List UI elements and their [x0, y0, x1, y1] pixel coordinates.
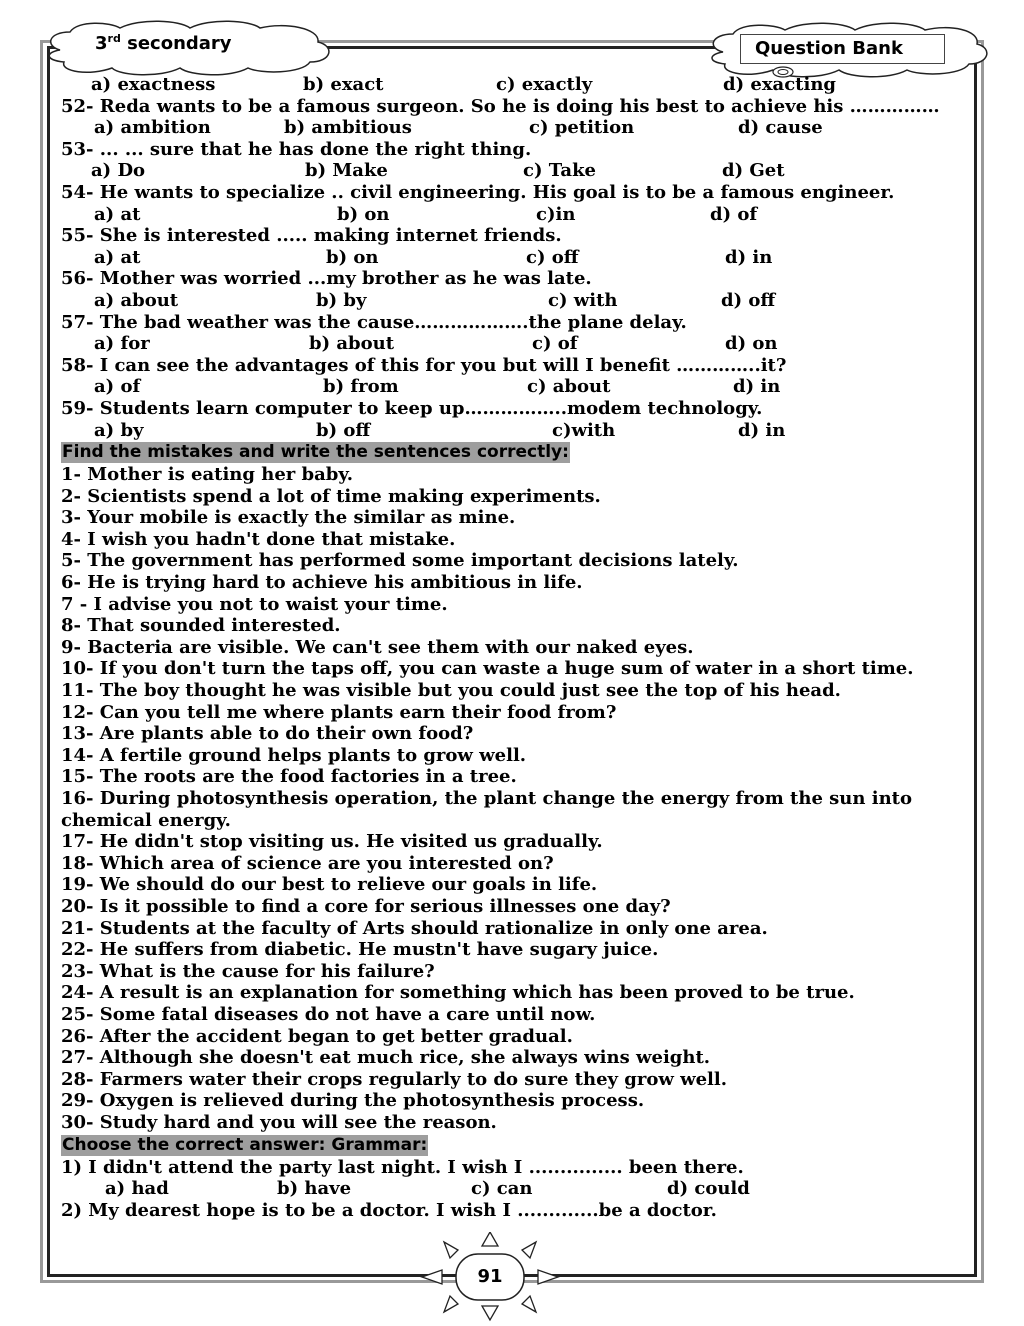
mistake-item: 25- Some fatal diseases do not have a care until now.: [61, 1003, 596, 1025]
option: d) cause: [738, 117, 823, 139]
option: d) exacting: [723, 74, 837, 95]
mistake-item: 30- Study hard and you will see the reason.: [61, 1111, 497, 1133]
option: b) ambitious: [284, 117, 412, 139]
option: b) on: [326, 246, 379, 268]
option: c) about: [527, 376, 611, 398]
option: c)with: [552, 419, 616, 441]
mistake-item: 1- Mother is eating her baby.: [61, 464, 354, 486]
mcq-options-51: [61, 74, 961, 96]
mcq-question-54: 54- He wants to specialize .. civil engineering. His goal is to be a famous engineer.: [61, 181, 895, 203]
mcq-options-53: [61, 160, 961, 182]
option: d) Get: [722, 160, 785, 182]
grammar-options-1: [61, 1178, 961, 1200]
option: c) can: [471, 1178, 533, 1200]
mcq-question-58: 58- I can see the advantages of this for you but will I benefit …………..it?: [61, 354, 787, 376]
page-number: 91: [477, 1266, 503, 1287]
mistake-item: 27- Although she doesn't eat much rice, she always wins weight.: [61, 1047, 711, 1069]
option: b) Make: [305, 160, 388, 182]
option: a) ambition: [94, 117, 211, 139]
option: a) for: [94, 333, 150, 355]
option: d) could: [667, 1178, 750, 1200]
option: a) by: [94, 419, 144, 441]
option: c) petition: [529, 117, 635, 139]
mistakes-heading: Find the mistakes and write the sentences correctly:: [62, 442, 569, 463]
mistake-item: 8- That sounded interested.: [61, 615, 341, 637]
mistakes-list: [61, 464, 961, 1133]
mcq-options-55: [61, 247, 961, 269]
mistake-item: 15- The roots are the food factories in a tree.: [61, 766, 517, 788]
option: b) from: [323, 376, 399, 398]
mistake-item: 23- What is the cause for his failure?: [61, 960, 435, 982]
mcq-options-56: [61, 290, 961, 312]
mistake-item: 11- The boy thought he was visible but you could just see the top of his head.: [61, 680, 841, 702]
grammar-question-2: 2) My dearest hope is to be a doctor. I wish I .............be a doctor.: [61, 1199, 717, 1221]
mcq-question-55: 55- She is interested ..... making internet friends.: [61, 225, 562, 247]
option: a) at: [94, 203, 141, 225]
mistake-item: 28- Farmers water their crops regularly to do sure they grow well.: [61, 1068, 727, 1090]
option: b) on: [337, 203, 390, 225]
mcq-options-57: [61, 333, 961, 355]
question-bank-title: Question Bank: [740, 34, 945, 64]
option: d) in: [733, 376, 781, 398]
option: d) in: [738, 419, 786, 441]
mcq-question-57: 57- The bad weather was the cause……………….the plane delay.: [61, 311, 687, 333]
mistake-item: 6- He is trying hard to achieve his ambitious in life.: [61, 572, 583, 594]
option: c) of: [532, 333, 578, 355]
mcq-options-54: [61, 204, 961, 226]
option: c) exactly: [496, 74, 593, 95]
mcq-options-52: [61, 117, 961, 139]
option: d) off: [721, 289, 776, 311]
mistake-item: 22- He suffers from diabetic. He mustn't have sugary juice.: [61, 939, 659, 961]
mistake-item: 10- If you don't turn the taps off, you can waste a huge sum of water in a short time.: [61, 658, 914, 680]
mistake-item: 26- After the accident began to get better gradual.: [61, 1025, 573, 1047]
mistake-item: 29- Oxygen is relieved during the photosynthesis process.: [61, 1090, 645, 1112]
grammar-question-1: 1) I didn't attend the party last night. I wish I ............... been there.: [61, 1156, 744, 1178]
mistake-item: 21- Students at the faculty of Arts should rationalize in only one area.: [61, 917, 768, 939]
mistake-item: 4- I wish you hadn't done that mistake.: [61, 528, 456, 550]
grammar-heading: Choose the correct answer: Grammar:: [62, 1134, 428, 1155]
option: a) Do: [91, 160, 146, 182]
option: b) off: [316, 419, 371, 441]
mistake-item: 2- Scientists spend a lot of time making experiments.: [61, 485, 601, 507]
mcq-options-59: [61, 420, 961, 442]
option: a) at: [94, 246, 141, 268]
option: a) about: [94, 289, 179, 311]
option: d) in: [725, 246, 773, 268]
option: a) had: [105, 1178, 169, 1200]
mistake-item: 17- He didn't stop visiting us. He visited us gradually.: [61, 831, 603, 853]
option: a) of: [94, 376, 141, 398]
mistake-item: 3- Your mobile is exactly the similar as mine.: [61, 507, 516, 529]
mistake-item: 14- A fertile ground helps plants to grow well.: [61, 744, 527, 766]
mistake-item: 18- Which area of science are you interested on?: [61, 852, 554, 874]
option: b) exact: [303, 74, 384, 95]
mcq-question-56: 56- Mother was worried ...my brother as he was late.: [61, 268, 592, 290]
option: c)in: [536, 203, 576, 225]
option: c) Take: [523, 160, 597, 182]
option: b) by: [316, 289, 367, 311]
mistake-item: 5- The government has performed some important decisions lately.: [61, 550, 739, 572]
grade-label: 3rd secondary: [95, 32, 232, 54]
option: d) of: [710, 203, 758, 225]
mistake-item: 20- Is it possible to find a core for serious illnesses one day?: [61, 895, 671, 917]
option: c) with: [548, 289, 618, 311]
page-content: [61, 74, 961, 1221]
mistake-item: 13- Are plants able to do their own food?: [61, 723, 474, 745]
mistake-item: 24- A result is an explanation for something which has been proved to be true.: [61, 982, 855, 1004]
mistake-item: 9- Bacteria are visible. We can't see them with our naked eyes.: [61, 636, 694, 658]
mistake-item: 7 - I advise you not to waist your time.: [61, 593, 448, 615]
mistake-item: 12- Can you tell me where plants earn their food from?: [61, 701, 617, 723]
mcq-question-53: 53- ... ... sure that he has done the right thing.: [61, 138, 532, 160]
option: b) about: [309, 333, 395, 355]
mcq-question-59: 59- Students learn computer to keep up……………..modem technology.: [61, 397, 763, 419]
option: d) on: [725, 333, 778, 355]
option: a) exactness: [91, 74, 216, 95]
mcq-options-58: [61, 376, 961, 398]
mcq-question-52: 52- Reda wants to be a famous surgeon. So he is doing his best to achieve his ……………: [61, 95, 940, 117]
option: c) off: [526, 246, 579, 268]
mistake-item: 19- We should do our best to relieve our goals in life.: [61, 874, 598, 896]
option: b) have: [277, 1178, 352, 1200]
mistake-item: 16- During photosynthesis operation, the plant change the energy from the sun into chemical energy.: [61, 788, 912, 831]
